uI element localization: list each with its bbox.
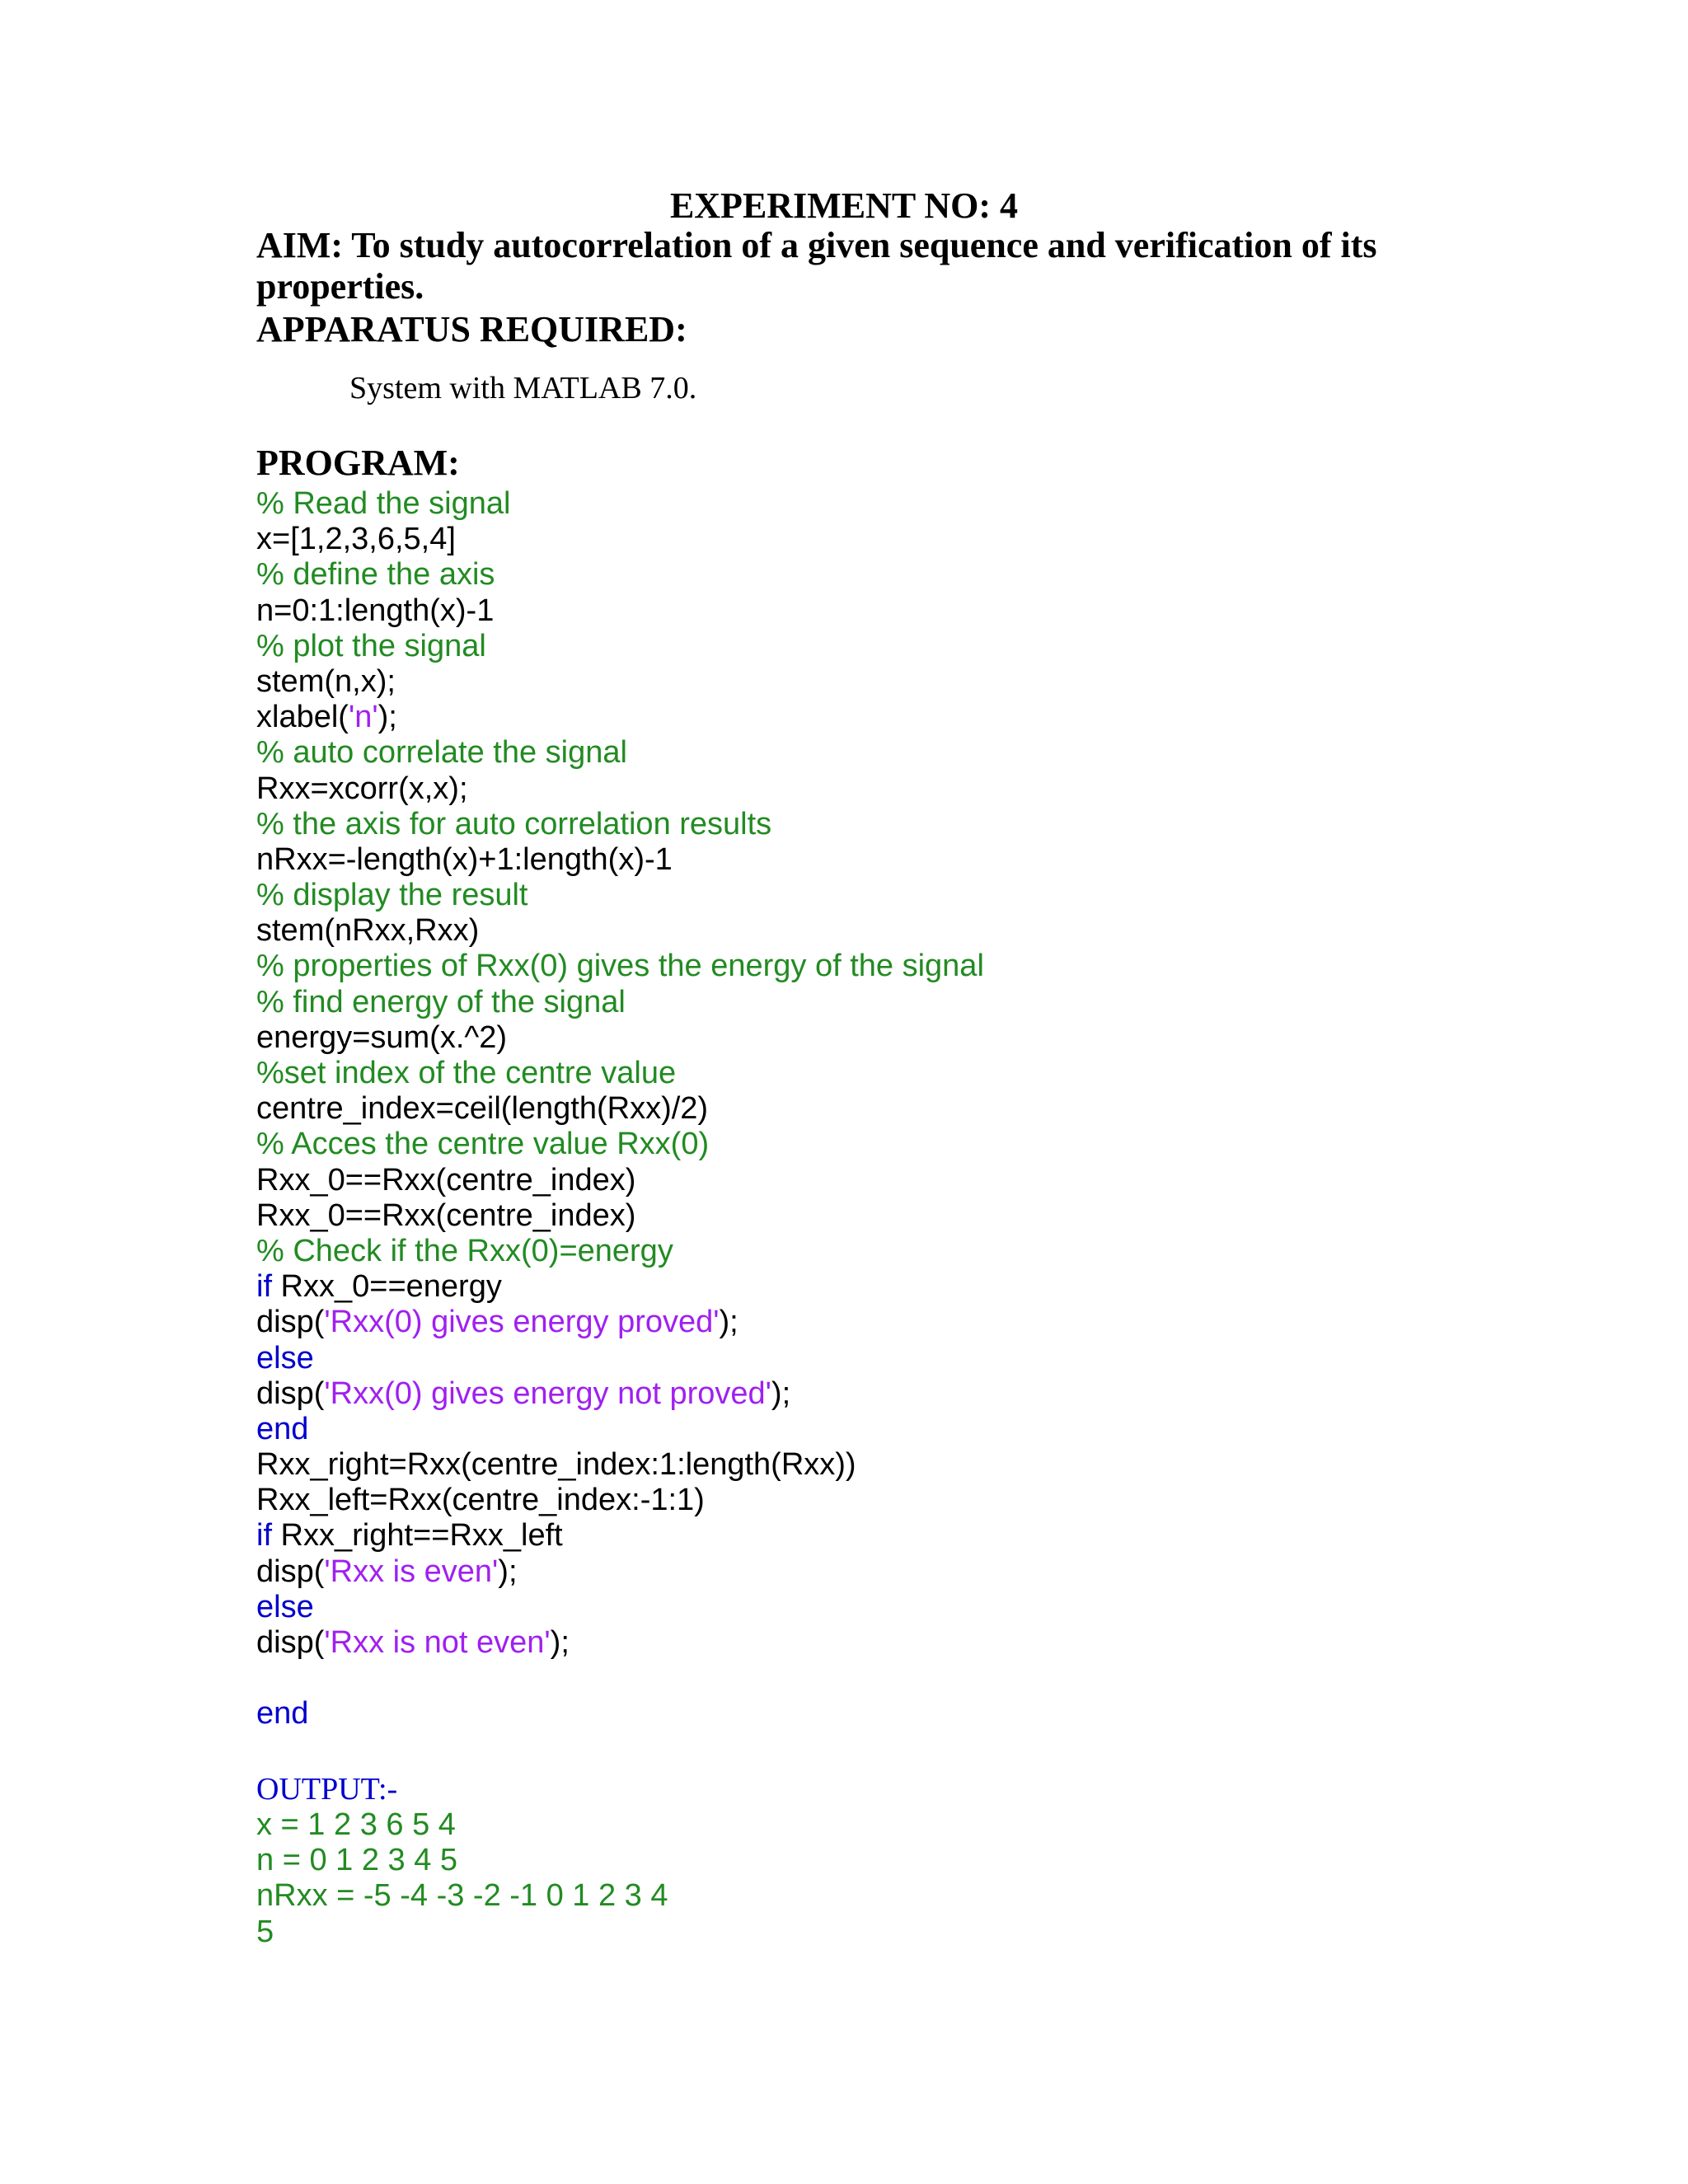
code-text: stem(n,x); xyxy=(256,663,396,699)
code-line xyxy=(256,1696,984,1732)
code-text: energy=sum(x.^2) xyxy=(256,1019,507,1055)
code-text: centre_index=ceil(length(Rxx)/2) xyxy=(256,1091,709,1127)
code-text: Rxx_0==Rxx(centre_index) xyxy=(256,1162,636,1197)
code-line xyxy=(256,1127,984,1162)
code-text: ); xyxy=(771,1376,791,1411)
code-line xyxy=(256,1198,984,1234)
code-text: Rxx_0==energy xyxy=(272,1269,502,1305)
code-keyword: end xyxy=(256,1411,309,1446)
code-text: disp( xyxy=(256,1625,325,1660)
code-text: x=[1,2,3,6,5,4] xyxy=(256,522,456,557)
output-line: x = 1 2 3 6 5 4 xyxy=(256,1807,456,1842)
code-text: disp( xyxy=(256,1305,325,1340)
code-line xyxy=(256,486,984,522)
code-line xyxy=(256,878,984,913)
code-string: 'n' xyxy=(348,700,378,735)
output-label: OUTPUT:- xyxy=(256,1772,398,1807)
code-line xyxy=(256,842,984,878)
code-comment: % the axis for auto correlation results xyxy=(256,806,772,841)
code-line xyxy=(256,1234,984,1269)
code-keyword: else xyxy=(256,1589,314,1624)
code-line xyxy=(256,1305,984,1340)
code-keyword: end xyxy=(256,1696,309,1732)
code-line xyxy=(256,1091,984,1127)
code-line xyxy=(256,949,984,984)
code-text: ); xyxy=(498,1554,518,1589)
code-line xyxy=(256,771,984,807)
code-text: ); xyxy=(550,1625,570,1660)
code-text: Rxx_left=Rxx(centre_index:-1:1) xyxy=(256,1483,705,1518)
code-text: n=0:1:length(x)-1 xyxy=(256,593,495,628)
output-listing xyxy=(256,1807,668,1950)
code-string: 'Rxx(0) gives energy proved' xyxy=(324,1305,720,1340)
code-line xyxy=(256,1412,984,1447)
code-text: Rxx_0==Rxx(centre_index) xyxy=(256,1197,636,1233)
output-line: 5 xyxy=(256,1914,274,1949)
code-line xyxy=(256,735,984,771)
code-string: 'Rxx(0) gives energy not proved' xyxy=(324,1376,771,1411)
code-comment: % find energy of the signal xyxy=(256,984,626,1019)
code-line xyxy=(256,1163,984,1198)
apparatus-text: System with MATLAB 7.0. xyxy=(349,371,697,405)
code-line xyxy=(256,985,984,1020)
code-comment: % auto correlate the signal xyxy=(256,735,627,771)
code-text: stem(nRxx,Rxx) xyxy=(256,913,480,949)
code-comment: % display the result xyxy=(256,878,528,913)
program-heading: PROGRAM: xyxy=(256,443,460,483)
apparatus-heading: APPARATUS REQUIRED: xyxy=(256,309,687,349)
code-text: Rxx=xcorr(x,x); xyxy=(256,771,468,806)
code-line xyxy=(256,1376,984,1412)
code-text: ); xyxy=(719,1305,738,1340)
code-line xyxy=(256,1269,984,1305)
code-text: nRxx=-length(x)+1:length(x)-1 xyxy=(256,841,673,877)
code-comment: %set index of the centre value xyxy=(256,1056,677,1090)
code-listing xyxy=(256,486,984,1732)
code-text: Rxx_right==Rxx_left xyxy=(272,1518,563,1554)
code-line xyxy=(256,629,984,664)
code-comment: % properties of Rxx(0) gives the energy of the signal xyxy=(256,949,984,984)
code-line xyxy=(256,1056,984,1091)
code-line xyxy=(256,1341,984,1376)
code-line xyxy=(256,1447,984,1483)
code-comment: % plot the signal xyxy=(256,628,486,663)
code-line xyxy=(256,1590,984,1625)
code-line xyxy=(256,1661,984,1696)
code-text: disp( xyxy=(256,1554,325,1589)
code-comment: % Acces the centre value Rxx(0) xyxy=(256,1127,710,1162)
code-line xyxy=(256,807,984,842)
code-line xyxy=(256,664,984,700)
code-text: xlabel( xyxy=(256,700,349,735)
code-line xyxy=(256,1554,984,1590)
output-line: nRxx = -5 -4 -3 -2 -1 0 1 2 3 4 xyxy=(256,1878,668,1914)
code-line xyxy=(256,1483,984,1518)
code-keyword: if xyxy=(256,1269,272,1305)
code-text: Rxx_right=Rxx(centre_index:1:length(Rxx)) xyxy=(256,1447,856,1483)
code-line xyxy=(256,1518,984,1554)
output-line: n = 0 1 2 3 4 5 xyxy=(256,1843,458,1878)
code-text: ); xyxy=(377,700,397,735)
code-keyword: else xyxy=(256,1340,314,1376)
code-string: 'Rxx is even' xyxy=(324,1554,499,1589)
aim-heading: AIM: To study autocorrelation of a given sequence and verification of its properties. xyxy=(256,225,1377,307)
code-comment: % Read the signal xyxy=(256,486,511,521)
experiment-title: EXPERIMENT NO: 4 xyxy=(669,185,1019,226)
code-comment: % define the axis xyxy=(256,557,495,593)
code-line xyxy=(256,913,984,949)
code-line xyxy=(256,700,984,735)
code-keyword: if xyxy=(256,1518,272,1554)
code-line xyxy=(256,1625,984,1661)
code-line xyxy=(256,522,984,557)
code-comment: % Check if the Rxx(0)=energy xyxy=(256,1233,673,1268)
code-line xyxy=(256,593,984,629)
code-string: 'Rxx is not even' xyxy=(324,1625,551,1660)
code-line xyxy=(256,557,984,593)
code-text: disp( xyxy=(256,1376,325,1411)
code-line xyxy=(256,1020,984,1056)
